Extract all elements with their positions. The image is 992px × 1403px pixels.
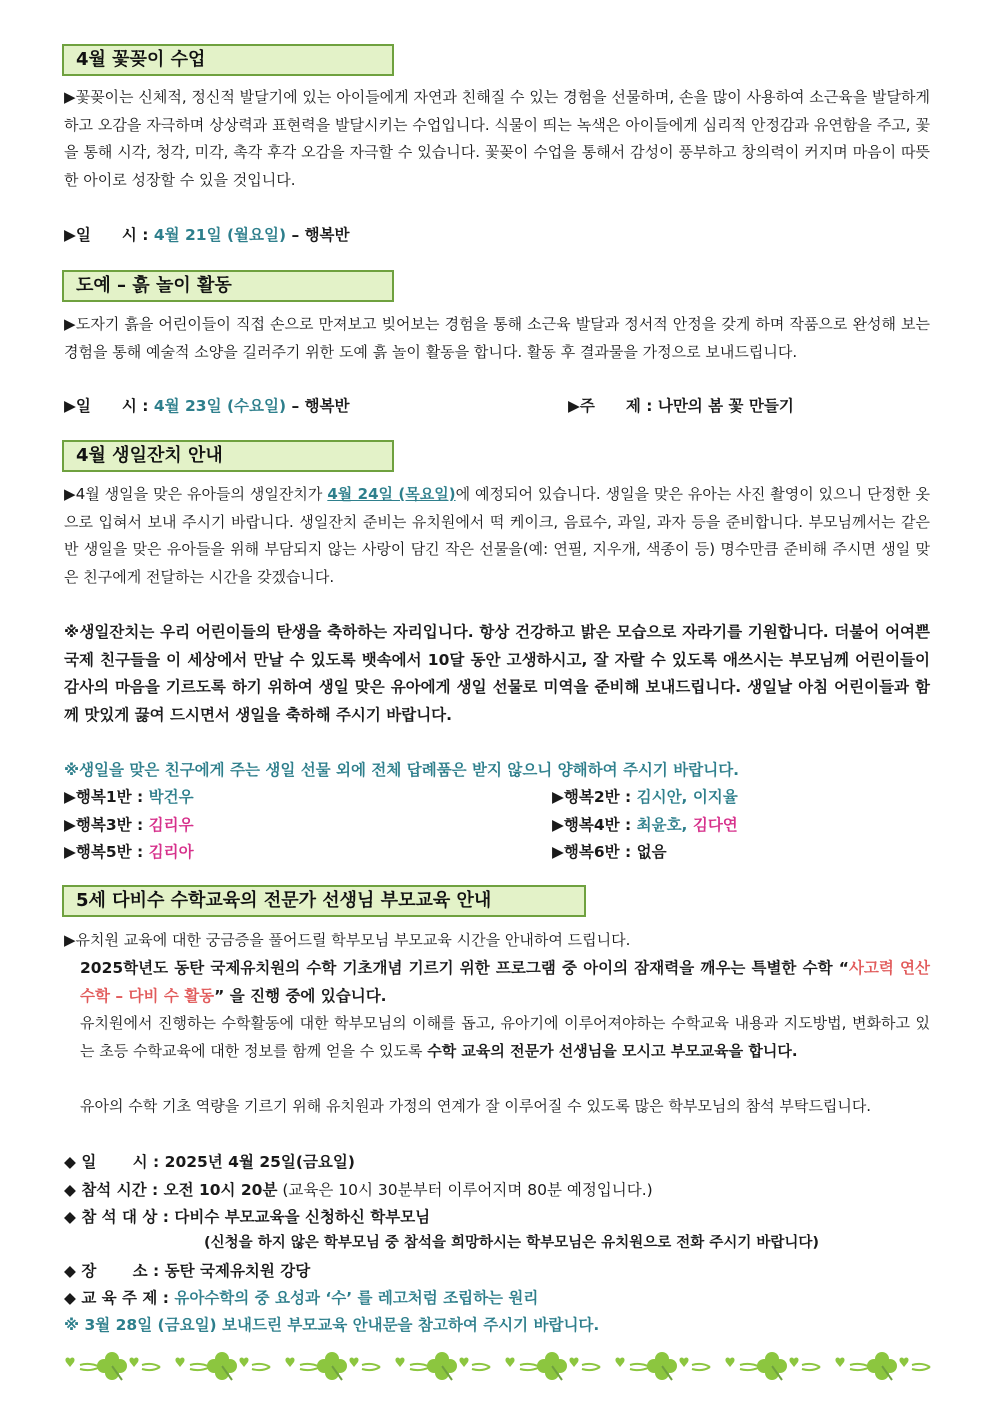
math-purpose: 유치원에서 진행하는 수학활동에 대한 학부모님의 이해를 돕고, 유아기에 이루어져야하는 수학교육 내용과 지도방법, 변화하고 있는 초등 수학교육에 대한 정보를 함께 얻을 수 있도록 수학 교육의 전문가 선생님을 모시고 부모교육을 합니다. (80, 1014, 930, 1060)
pottery-description: ▶도자기 흙을 어린이들이 직접 손으로 만져보고 빚어보는 경험을 통해 소근육 발달과 정서적 안정을 갖게 하며 작품으로 완성해 보는 경험을 통해 예술적 소양을 길러주기 위한 도예 흙 놀이 활동을 합니다. 활동 후 결과물을 가정으로 보내드립니다. (64, 315, 930, 361)
flower-date: ▶일 시 : 4월 21일 (월요일) – 행복반 (64, 226, 350, 244)
class-5: ▶행복5반 : 김리아 (64, 843, 194, 861)
section-heading-math: 5세 다비수 수학교육의 전문가 선생님 부모교육 안내 (62, 885, 586, 917)
class-2: ▶행복2반 : 김시안, 이지율 (552, 788, 738, 806)
math-program: 2025학년도 동탄 국제유치원의 수학 기초개념 기르기 위한 프로그램 중 아이의 잠재력을 깨우는 특별한 수학 “사고력 연산 수학 – 다비 수 활동” 을 진행 중에 있습니다. (80, 959, 930, 1005)
math-target: ◆ 참 석 대 상 : 다비수 부모교육을 신청하신 학부모님 (64, 1208, 431, 1226)
math-theme: ◆ 교 육 주 제 : 유아수학의 중 요성과 ‘수’ 를 레고처럼 조립하는 원리 (64, 1289, 539, 1307)
class-4: ▶행복4반 : 최윤호, 김다연 (552, 816, 738, 834)
flower-description: ▶꽃꽂이는 신체적, 정신적 발달기에 있는 아이들에게 자연과 친해질 수 있는 경험을 선물하며, 손을 많이 사용하여 소근육을 발달하게 하고 오감을 자극하며 상상력과 표현력을 발달시키는 수업입니다. 식물이 띄는 녹색은 아이들에게 심리적 안정감과 유연함을 주고, 꽃을 통해 시각, 청각, 미각, 촉각 후각 오감을 자극할 수 있습니다. 꽃꽂이 수업을 통해서 감성이 풍부하고 창의력이 커지며 마음이 따뜻한 아이로 성장할 수 있을 것입니다. (64, 88, 930, 189)
math-request: 유아의 수학 기초 역량을 기르기 위해 유치원과 가정의 연계가 잘 이루어질 수 있도록 많은 학부모님의 참석 부탁드립니다. (80, 1097, 872, 1115)
section-heading-flower: 4월 꽃꽂이 수업 (62, 44, 394, 76)
math-time: ◆ 참석 시간 : 오전 10시 20분 (교육은 10시 30분부터 이루어지며 80분 예정입니다.) (64, 1181, 653, 1199)
birthday-note-seaweed: ※생일잔치는 우리 어린이들의 탄생을 축하하는 자리입니다. 항상 건강하고 밝은 모습으로 자라기를 기원합니다. 더불어 어여쁜 국제 친구들을 이 세상에서 만날 수 있도록 뱃속에서 10달 동안 고생하시고, 잘 자랄 수 있도록 애쓰시는 부모님께 어린이들이 감사의 마음을 기르도록 하기 위하여 생일 맞은 유아에게 생일 선물로 미역을 준비해 보내드립니다. 생일날 아침 어린이들과 함께 맛있게 끓여 드시면서 생일을 축하해 주시기 바랍니다. (64, 623, 930, 724)
clover-heart-border-icon (60, 1340, 940, 1390)
math-footnote: ※ 3월 28일 (금요일) 보내드린 부모교육 안내문을 참고하여 주시기 바랍니다. (64, 1316, 600, 1334)
math-target-note: (신청을 하지 않은 학부모님 중 참석을 희망하시는 학부모님은 유치원으로 전화 주시기 바랍니다) (204, 1235, 820, 1251)
birthday-description: ▶4월 생일을 맞은 유아들의 생일잔치가 4월 24일 (목요일)에 예정되어 있습니다. 생일을 맞은 유아는 사진 촬영이 있으니 단정한 옷으로 입혀서 보내 주시기 바랍니다. 생일잔치 준비는 유치원에서 떡 케이크, 음료수, 과일, 과자 등을 준비합니다. 부모님께서는 같은 반 생일을 맞은 유아들을 위해 부담되지 않는 사랑이 담긴 작은 선물을(예: 연필, 지우개, 색종이 등) 명수만큼 준비해 주시면 생일 맞은 친구에게 전달하는 시간을 갖겠습니다. (64, 485, 930, 586)
pottery-date: ▶일 시 : 4월 23일 (수요일) – 행복반 (64, 397, 350, 415)
pottery-theme: ▶주 제 : 나만의 봄 꽃 만들기 (568, 397, 794, 415)
class-6: ▶행복6반 : 없음 (552, 843, 667, 861)
class-3: ▶행복3반 : 김리우 (64, 816, 194, 834)
section-heading-birthday: 4월 생일잔치 안내 (62, 440, 394, 472)
math-intro: ▶유치원 교육에 대한 궁금증을 풀어드릴 학부모님 부모교육 시간을 안내하여 드립니다. (64, 931, 631, 949)
math-date: ◆ 일 시 : 2025년 4월 25일(금요일) (64, 1153, 355, 1171)
math-place: ◆ 장 소 : 동탄 국제유치원 강당 (64, 1262, 311, 1280)
class-1: ▶행복1반 : 박건우 (64, 788, 194, 806)
birthday-note-gifts: ※생일을 맞은 친구에게 주는 생일 선물 외에 전체 답례품은 받지 않으니 양해하여 주시기 바랍니다. (64, 761, 740, 779)
section-heading-pottery: 도예 – 흙 놀이 활동 (62, 270, 394, 302)
